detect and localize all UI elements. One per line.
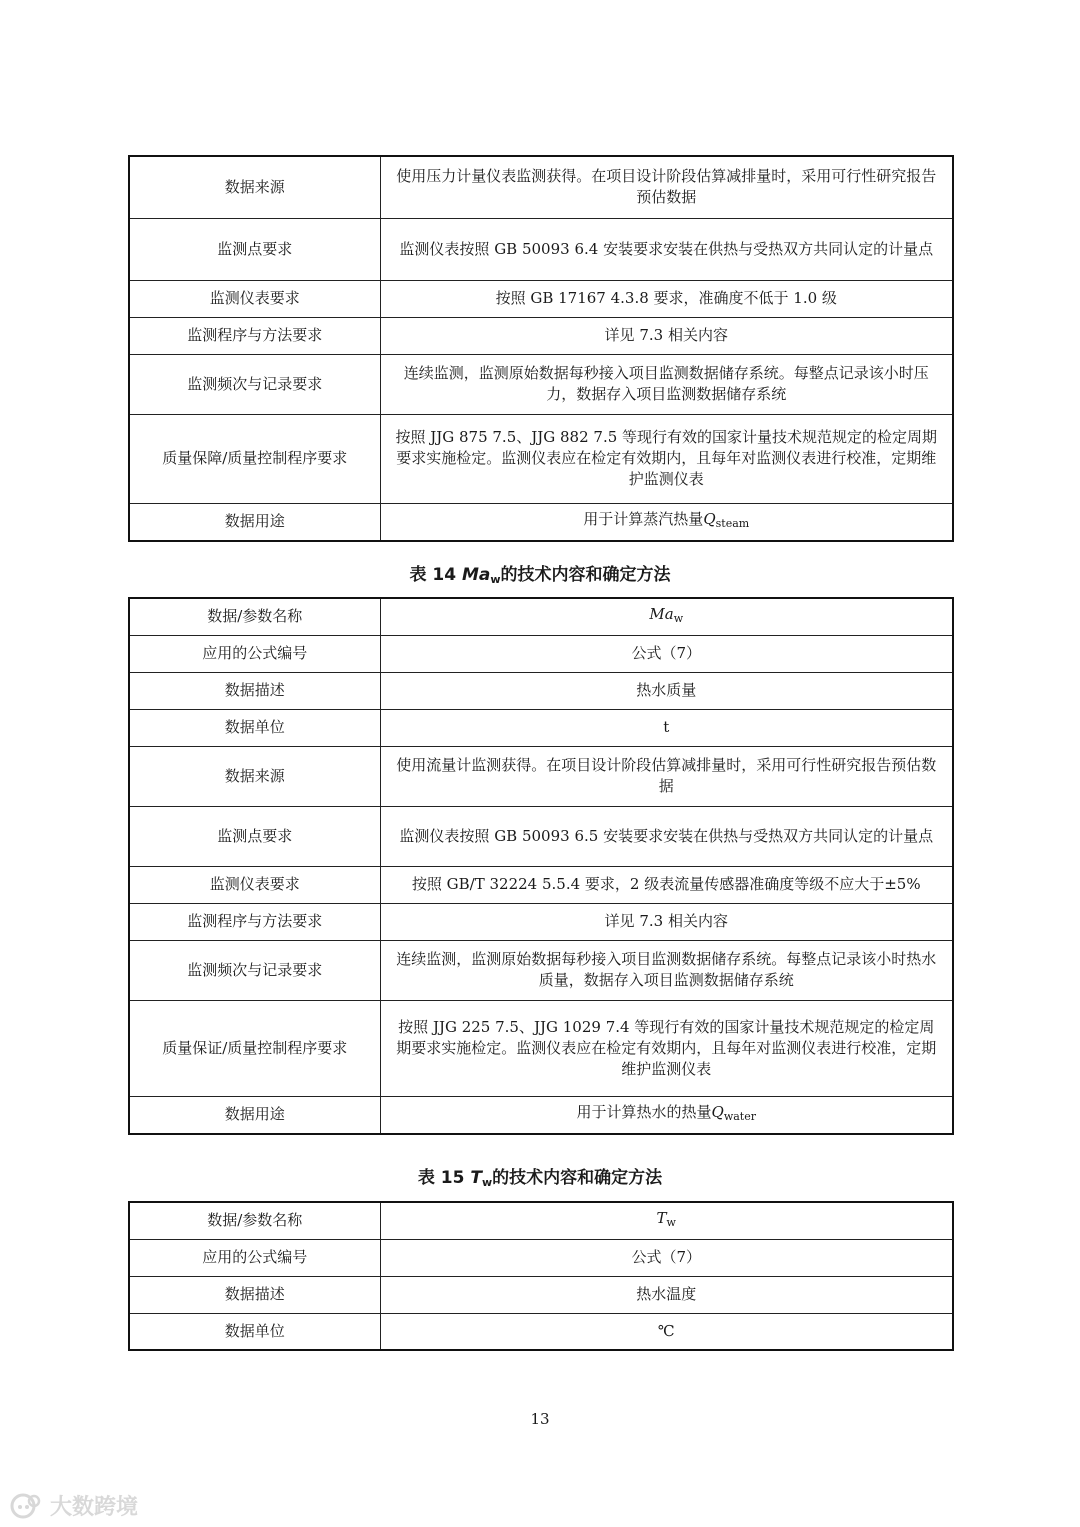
row-value: 使用流量计监测获得。在项目设计阶段估算减排量时，采用可行性研究报告预估数据 [380, 746, 953, 806]
table-row [129, 156, 953, 218]
row-label: 数据/参数名称 [129, 1202, 380, 1239]
caption-prefix: 表 15 [417, 1168, 465, 1188]
row-value: 公式（7） [380, 635, 953, 672]
table-row [129, 866, 953, 903]
row-label: 监测点要求 [129, 218, 380, 280]
table-row [129, 635, 953, 672]
table-14 [128, 597, 954, 1135]
table-row [129, 503, 953, 541]
math-var: T [656, 1209, 667, 1228]
usage-text: 用于计算蒸汽热量 [583, 510, 704, 529]
row-value: 按照 GB 17167 4.3.8 要求，准确度不低于 1.0 级 [380, 280, 953, 317]
table-row [129, 940, 953, 1000]
table14-caption [128, 563, 952, 592]
row-value: 详见 7.3 相关内容 [380, 903, 953, 940]
row-label: 质量保证/质量控制程序要求 [129, 1000, 380, 1096]
table-row [129, 672, 953, 709]
row-value: 连续监测，监测原始数据每秒接入项目监测数据储存系统。每整点记录该小时热水质量，数据存入项目监测数据储存系统 [380, 940, 953, 1000]
row-value [380, 1202, 953, 1239]
table-row [129, 280, 953, 317]
row-label: 数据用途 [129, 1096, 380, 1134]
row-value: 监测仪表按照 GB 50093 6.5 安装要求安装在供热与受热双方共同认定的计量点 [380, 806, 953, 866]
row-label: 数据描述 [129, 672, 380, 709]
caption-var: T [470, 1168, 482, 1188]
row-label: 数据/参数名称 [129, 598, 380, 635]
math-sub: steam [715, 517, 750, 531]
caption-var: Ma [461, 565, 491, 585]
math-var: Q [711, 1103, 724, 1122]
row-value: 公式（7） [380, 1239, 953, 1276]
caption-suffix: 的技术内容和确定方法 [500, 565, 671, 585]
row-label: 监测仪表要求 [129, 280, 380, 317]
table-row [129, 746, 953, 806]
caption-suffix: 的技术内容和确定方法 [492, 1168, 663, 1188]
row-label: 应用的公式编号 [129, 1239, 380, 1276]
caption-sub: w [481, 1176, 493, 1189]
table-row [129, 598, 953, 635]
math-var: Ma [649, 605, 674, 624]
row-label: 监测点要求 [129, 806, 380, 866]
table-row [129, 414, 953, 503]
row-label: 监测仪表要求 [129, 866, 380, 903]
caption-prefix: 表 14 [409, 565, 457, 585]
row-label: 数据描述 [129, 1276, 380, 1313]
watermark-logo-icon [10, 1492, 44, 1520]
row-value: 监测仪表按照 GB 50093 6.4 安装要求安装在供热与受热双方共同认定的计量点 [380, 218, 953, 280]
page-number: 13 [530, 1410, 550, 1428]
watermark-text: 大数跨境 [50, 1495, 139, 1520]
row-label: 质量保障/质量控制程序要求 [129, 414, 380, 503]
table-row [129, 1239, 953, 1276]
table-row [129, 218, 953, 280]
row-label: 数据用途 [129, 503, 380, 541]
table-row [129, 354, 953, 414]
table-row [129, 709, 953, 746]
table-row [129, 1313, 953, 1350]
row-label: 数据单位 [129, 1313, 380, 1350]
watermark [10, 1490, 138, 1521]
row-label: 数据单位 [129, 709, 380, 746]
math-sub: water [723, 1110, 756, 1124]
table-row [129, 806, 953, 866]
row-value [380, 598, 953, 635]
row-label: 监测频次与记录要求 [129, 354, 380, 414]
row-value: t [380, 709, 953, 746]
row-value: 按照 JJG 225 7.5、JJG 1029 7.4 等现行有效的国家计量技术规范规定的检定周期要求实施检定。监测仪表应在检定有效期内，且每年对监测仪表进行校准，定期维护监测仪表 [380, 1000, 953, 1096]
row-value: 热水温度 [380, 1276, 953, 1313]
row-value: 按照 GB/T 32224 5.5.4 要求，2 级表流量传感器准确度等级不应大于±5% [380, 866, 953, 903]
table-row [129, 1276, 953, 1313]
table-row [129, 903, 953, 940]
math-var: Q [703, 510, 716, 529]
usage-text: 用于计算热水的热量 [576, 1103, 712, 1122]
math-sub: w [673, 612, 684, 626]
row-value: 按照 JJG 875 7.5、JJG 882 7.5 等现行有效的国家计量技术规范规定的检定周期要求实施检定。监测仪表应在检定有效期内，且每年对监测仪表进行校准，定期维护监测仪表 [380, 414, 953, 503]
table-15 [128, 1201, 954, 1351]
row-value [380, 1096, 953, 1134]
row-value: 热水质量 [380, 672, 953, 709]
table15-caption [128, 1166, 952, 1195]
table-row [129, 1202, 953, 1239]
math-sub: w [666, 1216, 676, 1230]
caption-sub: w [490, 573, 501, 586]
row-value: 使用压力计量仪表监测获得。在项目设计阶段估算减排量时，采用可行性研究报告预估数据 [380, 156, 953, 218]
row-value: 连续监测，监测原始数据每秒接入项目监测数据储存系统。每整点记录该小时压力，数据存入项目监测数据储存系统 [380, 354, 953, 414]
table-row [129, 1000, 953, 1096]
row-label: 监测程序与方法要求 [129, 903, 380, 940]
table-row [129, 1096, 953, 1134]
table-top [128, 155, 954, 542]
row-label: 监测程序与方法要求 [129, 317, 380, 354]
row-value [380, 503, 953, 541]
row-label: 应用的公式编号 [129, 635, 380, 672]
row-value: 详见 7.3 相关内容 [380, 317, 953, 354]
row-label: 数据来源 [129, 746, 380, 806]
table-row [129, 317, 953, 354]
row-label: 监测频次与记录要求 [129, 940, 380, 1000]
row-value: ℃ [380, 1313, 953, 1350]
row-label: 数据来源 [129, 156, 380, 218]
